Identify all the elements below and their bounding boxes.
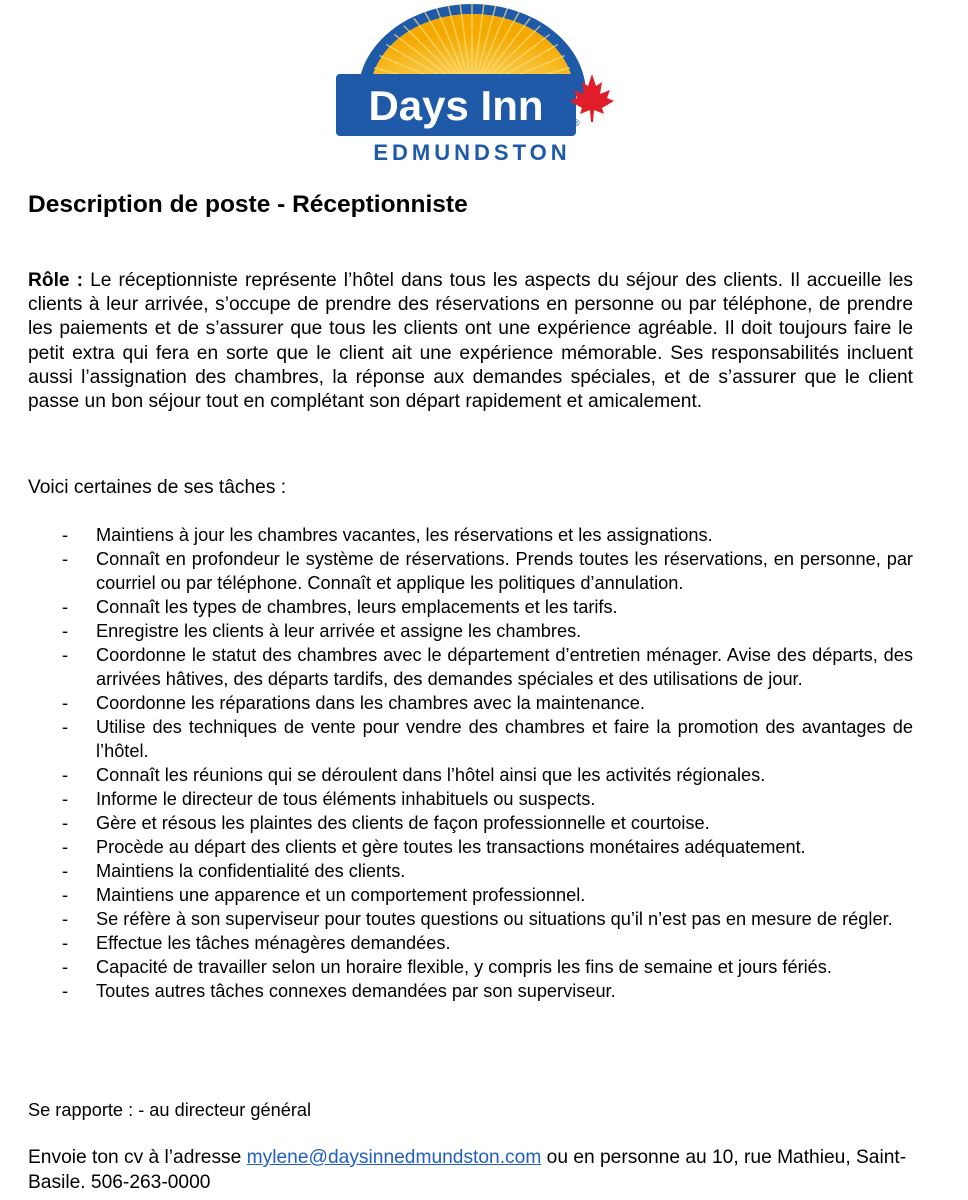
task-item <box>28 763 913 787</box>
contact-paragraph <box>28 1146 913 1195</box>
task-bullet: - <box>62 645 69 665</box>
task-text: Toutes autres tâches connexes demandées par son superviseur. <box>96 981 616 1001</box>
task-bullet: - <box>62 597 69 617</box>
task-item <box>28 883 913 907</box>
task-bullet: - <box>62 933 69 953</box>
tasks-list <box>28 523 913 1003</box>
task-item <box>28 859 913 883</box>
task-bullet: - <box>62 621 69 641</box>
task-item <box>28 787 913 811</box>
task-item <box>28 979 913 1003</box>
task-text: Utilise des techniques de vente pour vendre des chambres et faire la promotion des avantages de l’hôtel. <box>96 717 913 761</box>
task-item <box>28 907 913 931</box>
task-item <box>28 691 913 715</box>
contact-email-link[interactable]: mylene@daysinnedmundston.com <box>246 1147 542 1168</box>
task-bullet: - <box>62 861 69 881</box>
task-text: Informe le directeur de tous éléments inhabituels ou suspects. <box>96 789 596 809</box>
task-item <box>28 811 913 835</box>
contact-prefix: Envoie ton cv à l’adresse <box>28 1147 247 1168</box>
task-bullet: - <box>62 981 69 1001</box>
task-item <box>28 595 913 619</box>
contact-suffix: ou en personne au 10, rue Mathieu, Saint-Basile. 506-263-0000 <box>28 1147 907 1193</box>
task-text: Capacité de travailler selon un horaire flexible, y compris les fins de semaine et jours fériés. <box>96 957 832 977</box>
task-bullet: - <box>62 525 69 545</box>
role-paragraph <box>28 269 913 414</box>
task-text: Maintiens à jour les chambres vacantes, les réservations et les assignations. <box>96 525 713 545</box>
logo-brand-text: Days Inn <box>368 82 544 129</box>
task-text: Connaît en profondeur le système de réservations. Prends toutes les réservations, en personne, par courriel ou par téléphone. Connaît et applique les politiques d’annulation. <box>96 549 913 593</box>
task-text: Coordonne le statut des chambres avec le département d’entretien ménager. Avise des départs, des arrivées hâtives, des départs tardifs, des demandes spéciales et des utilisations de jour. <box>96 645 913 689</box>
task-text: Connaît les réunions qui se déroulent dans l’hôtel ainsi que les activités régionales. <box>96 765 766 785</box>
registered-mark: ® <box>573 118 580 128</box>
reports-to: Se rapporte : - au directeur général <box>28 1100 312 1120</box>
task-text: Connaît les types de chambres, leurs emplacements et les tarifs. <box>96 597 618 617</box>
task-item <box>28 931 913 955</box>
task-text: Gère et résous les plaintes des clients de façon professionnelle et courtoise. <box>96 813 710 833</box>
role-label: Rôle : <box>28 270 84 291</box>
task-bullet: - <box>62 837 69 857</box>
task-item <box>28 523 913 547</box>
task-bullet: - <box>62 789 69 809</box>
task-text: Effectue les tâches ménagères demandées. <box>96 933 451 953</box>
logo-location-text: EDMUNDSTON <box>373 140 571 164</box>
task-text: Procède au départ des clients et gère toutes les transactions monétaires adéquatement. <box>96 837 806 857</box>
page-title: Description de poste - Réceptionniste <box>28 191 468 218</box>
task-bullet: - <box>62 957 69 977</box>
task-item <box>28 955 913 979</box>
task-item <box>28 547 913 595</box>
task-text: Coordonne les réparations dans les chambres avec la maintenance. <box>96 693 645 713</box>
task-text: Enregistre les clients à leur arrivée et assigne les chambres. <box>96 621 582 641</box>
tasks-intro: Voici certaines de ses tâches : <box>28 477 287 498</box>
task-text: Se réfère à son superviseur pour toutes questions ou situations qu’il n’est pas en mesure de régler. <box>96 909 893 929</box>
task-text: Maintiens une apparence et un comportement professionnel. <box>96 885 586 905</box>
task-bullet: - <box>62 813 69 833</box>
days-inn-edmundston-logo <box>330 2 615 164</box>
task-bullet: - <box>62 885 69 905</box>
role-text: Le réceptionniste représente l’hôtel dans tous les aspects du séjour des clients. Il accueille les clients à leur arrivée, s’occupe de prendre des réservations en personne ou par téléphone, de prendre les paiements et de s’assurer que tous les clients ont une expérience agréable. Il doit toujours faire le petit extra qui fera en sorte que le client ait une expérience mémorable. Ses responsabilités incluent aussi l’assignation des chambres, la réponse aux demandes spéciales, et de s’assurer que le client passe un bon séjour tout en complétant son départ rapidement et amicalement. <box>28 270 913 413</box>
task-item <box>28 835 913 859</box>
task-bullet: - <box>62 717 69 737</box>
task-bullet: - <box>62 693 69 713</box>
task-item <box>28 715 913 763</box>
task-bullet: - <box>62 765 69 785</box>
task-item <box>28 619 913 643</box>
task-bullet: - <box>62 909 69 929</box>
task-item <box>28 643 913 691</box>
task-text: Maintiens la confidentialité des clients. <box>96 861 406 881</box>
task-bullet: - <box>62 549 69 569</box>
